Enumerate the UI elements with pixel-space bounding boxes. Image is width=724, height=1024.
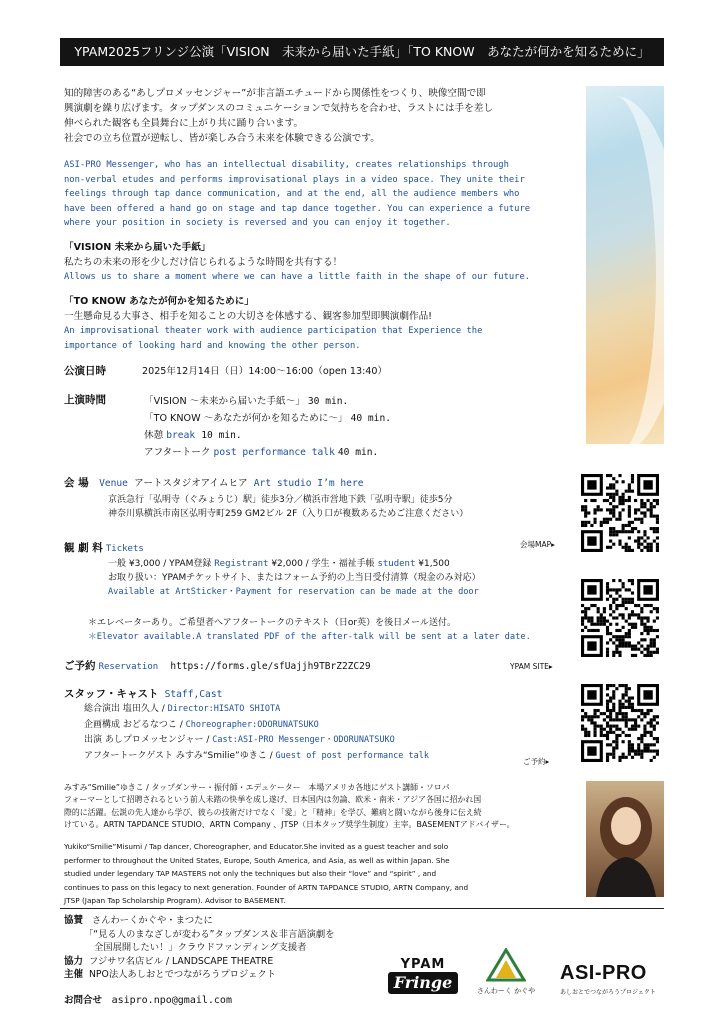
- vision-en: Allows us to share a moment where we can have a little faith in the shape of our future.: [64, 272, 531, 282]
- staff-en: Choreographer:ODORUNATSUKO: [185, 719, 319, 730]
- runtime-label: 上演時間: [64, 394, 106, 406]
- date-label: 公演日時: [64, 365, 106, 377]
- coop: フジサワ名店ビル / LANDSCAPE THEATRE: [88, 955, 274, 967]
- bio-en-line: performer to throughout the United States, Europe, South America, and Asia, as well as within Japan. She: [64, 855, 450, 865]
- tickets-block: [64, 541, 584, 599]
- notes-block: [88, 616, 588, 644]
- coop-label: 協力: [64, 955, 84, 967]
- venue-label-en: Venue: [99, 478, 128, 489]
- ticket-available: Available at ArtSticker・Payment for reservation can be made at the door: [108, 587, 479, 597]
- intro-en-line: feelings through tap dance communication, and at the end, all the audience members who: [64, 189, 520, 199]
- reserve-link[interactable]: ご予約▸: [523, 757, 550, 766]
- staff-en: Cast:ASI-PRO Messenger・ODORUNATSUKO: [212, 735, 395, 745]
- staff-jp: 出演 あしプロメッセンジャー /: [84, 735, 210, 745]
- runtime-row: [144, 410, 584, 427]
- toknow-en-2: importance of looking hard and knowing the other person.: [64, 340, 361, 351]
- fringe-logo-text: Fringe: [388, 972, 458, 994]
- intro-jp-line: 社会での立ち位置が逆転し、皆が楽しみ合う未来を体験できる公演です。: [64, 133, 380, 144]
- asi-pro-logo-text: ASI-PRO: [560, 962, 647, 984]
- staff-block: [64, 687, 584, 764]
- price-registrant: ¥2,000 / 学生・福祉手帳: [271, 559, 375, 569]
- price-registrant-en: Registrant: [214, 559, 269, 569]
- runtime-row: [144, 393, 584, 410]
- staff-label-en: Staff,Cast: [164, 689, 223, 700]
- runtime-block: [64, 393, 584, 461]
- sponsor-crowdfunding-1: 「“見る人のまなざしが変わる”タップダンス＆非言語演劇を: [84, 928, 335, 940]
- staff-en: Guest of post performance talk: [275, 750, 430, 761]
- contact-email[interactable]: asipro.npo@gmail.com: [111, 995, 232, 1006]
- bio-en-line: Yukiko“Smilie”Misumi / Tap dancer, Choreographer, and Educator.She invited as a guest teacher and solo: [64, 842, 449, 851]
- runtime-duration: 40 min.: [337, 447, 379, 458]
- ypam-site-qr-code[interactable]: [581, 579, 659, 657]
- ypam-logo-text: YPAM: [400, 957, 446, 972]
- date-value: 2025年12月14日（日）14:00～16:00（open 13:40）: [142, 366, 388, 377]
- staff-row: [84, 718, 584, 734]
- intro-en-line: where your position in society is reversed and you can enjoy it together.: [64, 218, 451, 228]
- runtime-row: [144, 427, 584, 444]
- price-student-en: student: [377, 559, 416, 569]
- ticket-prices: [108, 557, 584, 571]
- venue-map-qr-code[interactable]: [581, 474, 659, 552]
- sponsor-label: 協賛: [64, 915, 84, 926]
- asi-pro-logo-subtext: あしおとでつながろうプロジェクト: [560, 989, 656, 996]
- bio-en-line: studied under legendary TAP MASTERS not only the techniques but also their “love” and “spirit” , and: [64, 869, 437, 878]
- asi-pro-logo: [560, 962, 670, 1002]
- note-en: ＊Elevator available.A translated PDF of the after-talk will be sent at a later date.: [88, 632, 531, 642]
- vision-section: [64, 240, 584, 285]
- staff-row: [84, 702, 584, 718]
- guest-portrait-photo: [586, 781, 664, 897]
- runtime-duration: 40 min.: [350, 413, 392, 424]
- ticket-handling: お取り扱い：YPAMチケットサイト、またはフォーム予約の上当日受付清算（現金のみ対応）: [108, 573, 481, 583]
- intro-en-line: have been offered a hand go on stage and tap dance together. You can experience a future: [64, 203, 531, 214]
- sanwaak-kaguya-logo: [470, 948, 542, 1000]
- venue-access: 京浜急行「弘明寺（ぐみょうじ）駅」徒歩3分／横浜市営地下鉄「弘明寺駅」徒歩5分: [108, 495, 453, 505]
- venue-address: 神奈川県横浜市南区弘明寺町259 GM2ビル 2F（入り口が複数あるためご注意ください）: [108, 509, 469, 519]
- contact-row: [64, 992, 232, 1006]
- date-row: [64, 364, 584, 379]
- bio-en-line: JTSP (Japan Tap Scholarship Program). Advisor to BASEMENT.: [64, 896, 286, 905]
- toknow-title: 「TO KNOW あなたが何かを知るために」: [64, 296, 254, 307]
- intro-en: [64, 158, 584, 231]
- runtime-item-en: post performance talk: [213, 447, 335, 458]
- staff-row: [84, 749, 584, 765]
- price-student: ¥1,500: [418, 559, 450, 569]
- host-label: 主催: [64, 969, 84, 980]
- bio-jp-line: 際的に活躍。伝説の先人達から学び、彼らの技術だけでなく「愛」と「精神」を学び、難病と闘いながら後身に伝え続: [64, 807, 482, 817]
- note-jp: ＊エレベーターあり。ご希望者へアフタートークのテキスト（日or英）を後日メール送付。: [88, 618, 456, 628]
- staff-jp: 企画構成 おどるなつこ /: [84, 719, 183, 730]
- decorative-gradient-image: [586, 86, 664, 444]
- venue-name-jp: アートスタジオアイムヒア: [134, 478, 248, 489]
- sanwaak-logo-text: さんわーく かぐや: [476, 987, 536, 995]
- staff-jp: 総合演出 塩田久人 /: [84, 704, 165, 714]
- reservation-row: [64, 659, 524, 675]
- sponsor-crowdfunding-2: 全国展開したい！」クラウドファンディング支援者: [94, 942, 307, 953]
- tickets-label-en: Tickets: [105, 544, 144, 554]
- toknow-section: [64, 294, 584, 353]
- tickets-label: 観 劇 料: [64, 542, 103, 554]
- price-general: 一般 ¥3,000 / YPAM登録: [108, 559, 212, 569]
- staff-row: [84, 733, 584, 749]
- staff-label: スタッフ・キャスト: [64, 688, 159, 700]
- runtime-item: アフタートーク: [144, 447, 211, 458]
- vision-title: 「VISION 未来から届いた手紙」: [64, 242, 211, 253]
- bio-en-line: continues to pass on this legacy to next generation. Founder of ARTN TAPDANCE STUDIO, ARTN Company, and: [64, 882, 469, 892]
- bio-jp-line: みすみ“Smilie”ゆきこ / タップダンサー・振付師・エデュケーター 本場アメリカ各地にゲスト講師・ソロパ: [64, 783, 450, 792]
- ypam-fringe-logo: [388, 957, 458, 1001]
- runtime-item: 「TO KNOW ～あなたが何かを知るために～」: [144, 413, 348, 424]
- venue-label: 会 場: [64, 477, 89, 489]
- reservation-url[interactable]: https://forms.gle/sfUajjh9TBrZ2ZC29: [170, 661, 371, 672]
- venue-map-link[interactable]: 会場MAP▸: [520, 540, 555, 549]
- intro-en-line: non-verbal etudes and performs improvisational plays in a video space. They unite their: [64, 174, 525, 185]
- intro-jp-line: 伸べられた観客も全員舞台に上がり共に踊り合います。: [64, 118, 304, 129]
- vision-jp: 私たちの未来の形を少しだけ信じられるような時間を共有する！: [64, 257, 343, 268]
- runtime-item: 「VISION ～未来から届いた手紙～」: [144, 396, 305, 407]
- runtime-item-en: break: [166, 430, 196, 441]
- divider: [60, 908, 664, 909]
- intro-jp: [64, 86, 584, 146]
- runtime-duration: 10 min.: [201, 430, 242, 441]
- bio-jp-line: けている。ARTN TAPDANCE STUDIO、ARTN Company 、JTSP（日本タップ奨学生制度）主宰。BASEMENTアドバイザー。: [64, 819, 515, 829]
- runtime-row: [144, 444, 584, 461]
- venue-name-en: Art studio I’m here: [253, 478, 364, 489]
- runtime-duration: 30 min.: [307, 396, 349, 407]
- title-banner: YPAM2025フリンジ公演「VISION 未来から届いた手紙」「TO KNOW あなたが何かを知るために」: [60, 38, 664, 66]
- reservation-label: ご予約: [64, 660, 96, 672]
- triangle-logo-icon: [486, 948, 526, 982]
- contact-label: お問合せ: [64, 995, 103, 1006]
- toknow-jp: 一生懸命見る大事さ、相手を知ることの大切さを体感する、観客参加型即興演劇作品!: [64, 311, 433, 322]
- bio-jp: [64, 782, 584, 831]
- bio-en: [64, 840, 584, 908]
- staff-en: Director:HISATO SHIOTA: [167, 704, 281, 714]
- runtime-item: 休憩: [144, 430, 164, 441]
- reservation-label-en: Reservation: [98, 662, 159, 672]
- intro-en-line: ASI-PRO Messenger, who has an intellectual disability, creates relationships through: [64, 160, 509, 170]
- staff-jp: アフタートークゲスト みすみ“Smilie”ゆきこ /: [84, 750, 273, 761]
- venue-block: [64, 476, 574, 521]
- intro-jp-line: 知的障害のある“あしプロメッセンジャー”が非言語エチュードから関係性をつくり、映像空間で即: [64, 88, 486, 99]
- intro-jp-line: 興演劇を繰り広げます。タップダンスのコミュニケーションで気持ちを合わせ、ラストには手を差し: [64, 103, 493, 114]
- ypam-site-link[interactable]: YPAM SITE▸: [510, 662, 553, 671]
- sponsor: さんわーくかぐや・まつたに: [91, 915, 213, 926]
- toknow-en-1: An improvisational theater work with audience participation that Experience the: [64, 326, 483, 336]
- reservation-qr-code[interactable]: [581, 684, 659, 762]
- bio-jp-line: フォーマーとして招聘されるという前人未踏の快挙を成し遂げ、日本国内は勿論、欧米・南米・アジア各国に招かれ国: [64, 795, 482, 805]
- host: NPO法人あしおとでつながろうプロジェクト: [88, 969, 276, 980]
- credits-block: [64, 914, 424, 982]
